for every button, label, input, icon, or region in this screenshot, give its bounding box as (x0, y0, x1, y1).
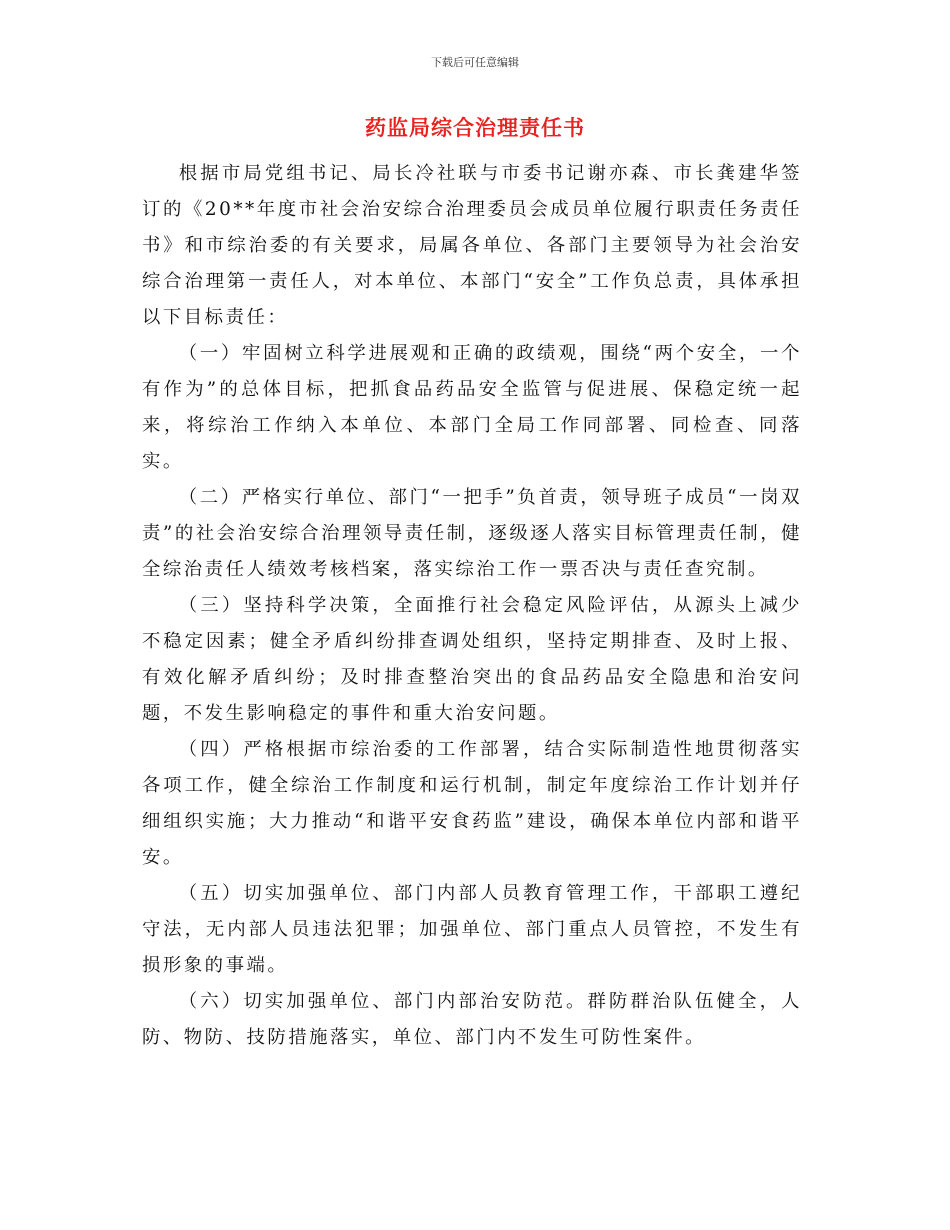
intro-paragraph: 根据市局党组书记、局长冷社联与市委书记谢亦森、市长龚建华签订的《20**年度市社会治安综合治理委员会成员单位履行职责任务责任书》和市综治委的有关要求，局属各单位、各部门主要领导为社会治安综合治理第一责任人，对本单位、本部门“安全”工作负总责，具体承担以下目标责任： (142, 163, 802, 328)
clause-paragraph-3: （三）坚持科学决策，全面推行社会稳定风险评估，从源头上减少不稳定因素；健全矛盾纠纷排查调处组织，坚持定期排查、及时上报、有效化解矛盾纠纷；及时排查整治突出的食品药品安全隐患和治安问题，不发生影响稳定的事件和重大治安问题。 (142, 595, 802, 724)
clause-paragraph-4: （四）严格根据市综治委的工作部署，结合实际制造性地贯彻落实各项工作，健全综治工作制度和运行机制，制定年度综治工作计划并仔细组织实施；大力推动“和谐平安食药监”建设，确保本单位内部和谐平安。 (142, 739, 802, 868)
clause-paragraph-1: （一）牢固树立科学进展观和正确的政绩观，围绕“两个安全，一个有作为”的总体目标，把抓食品药品安全监管与促进展、保稳定统一起来，将综治工作纳入本单位、本部门全局工作同部署、同检查、同落实。 (142, 343, 802, 472)
clause-paragraph-2: （二）严格实行单位、部门“一把手”负首责，领导班子成员“一岗双责”的社会治安综合治理领导责任制，逐级逐人落实目标管理责任制，健全综治责任人绩效考核档案，落实综治工作一票否决与责任查究制。 (142, 487, 802, 580)
clause-paragraph-6: （六）切实加强单位、部门内部治安防范。群防群治队伍健全，人防、物防、技防措施落实，单位、部门内不发生可防性案件。 (142, 991, 802, 1048)
header-note: 下载后可任意编辑 (431, 56, 519, 69)
document-title: 药监局综合治理责任书 (365, 116, 585, 140)
clause-paragraph-5: （五）切实加强单位、部门内部人员教育管理工作，干部职工遵纪守法，无内部人员违法犯罪；加强单位、部门重点人员管控，不发生有损形象的事端。 (142, 883, 802, 976)
document-body (142, 156, 802, 1056)
